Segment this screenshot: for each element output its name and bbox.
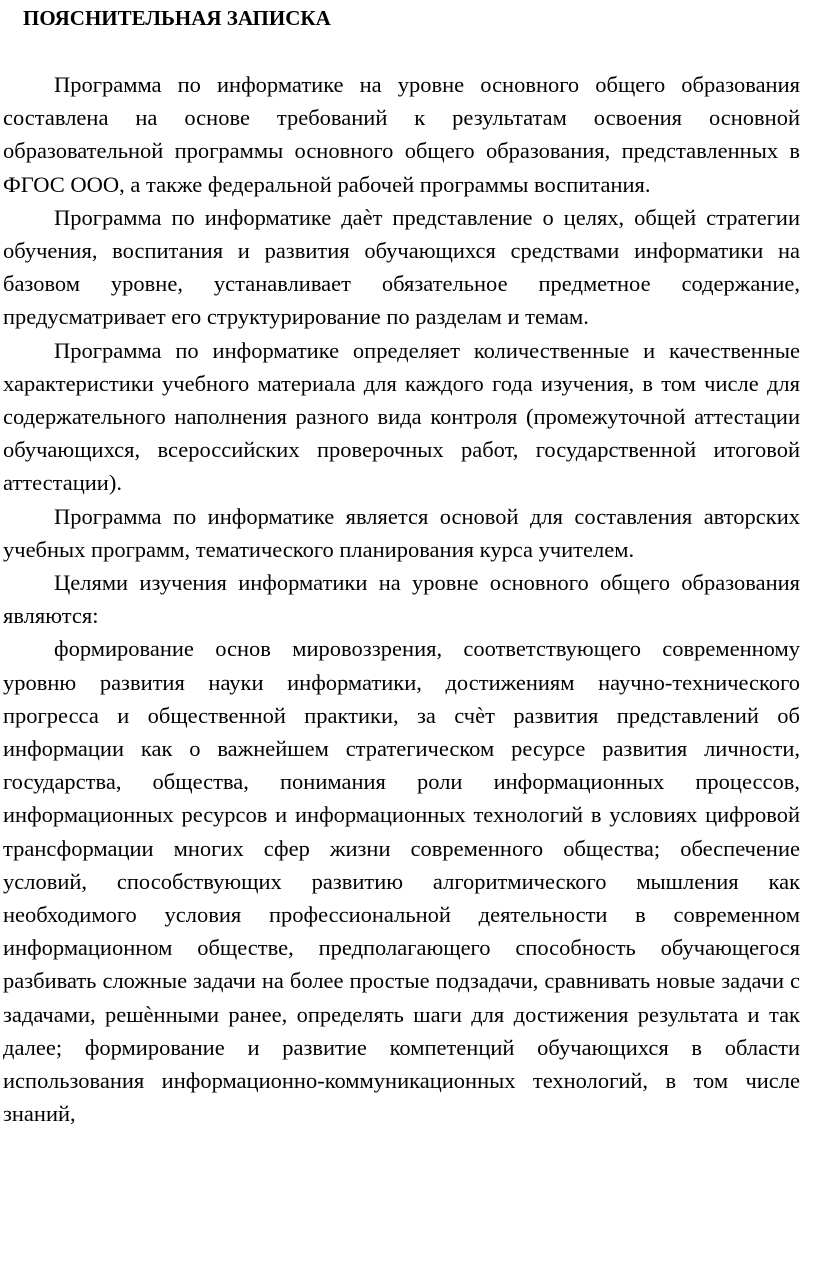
paragraph-program-basis: Программа по информатике на уровне основного общего образования составлена на основе требований к результатам освоения основной образовательной программы основного общего образования, представленных в ФГОС ООО, а также федеральной рабочей программы воспитания. [3, 72, 800, 197]
paragraph-study-aims-intro: Целями изучения информатики на уровне основного общего образования являются: [3, 570, 800, 629]
title-spacer [3, 35, 800, 68]
paragraph-study-aims-list: формирование основ мировоззрения, соответствующего современному уровню развития науки информатики, достижениям научно-технического прогресса и общественной практики, за счѐт развития представлений об информации как о важнейшем стратегическом ресурсе развития личности, государства, общества, понимания роли информационных процессов, информационных ресурсов и информационных технологий в условиях цифровой трансформации многих сфер жизни современного общества; обеспечение условий, способствующих развитию алгоритмического мышления как необходимого условия профессиональной деятельности в современном информационном обществе, предполагающего способность обучающегося разбивать сложные задачи на более простые подзадачи, сравнивать новые задачи с задачами, решѐнными ранее, определять шаги для достижения результата и так далее; формирование и развитие компетенций обучающихся в области использования информационно-коммуникационных технологий, в том числе знаний, [3, 636, 800, 1127]
paragraph-program-characteristics: Программа по информатике определяет количественные и качественные характеристики учебного материала для каждого года изучения, в том числе для содержательного наполнения разного вида контроля (промежуточной аттестации обучающихся, всероссийских проверочных работ, государственной итоговой аттестации). [3, 337, 800, 496]
paragraph-program-goals: Программа по информатике даѐт представление о целях, общей стратегии обучения, воспитания и развития обучающихся средствами информатики на базовом уровне, устанавливает обязательное предметное содержание, предусматривает его структурирование по разделам и темам. [3, 204, 800, 330]
document-title: ПОЯСНИТЕЛЬНАЯ ЗАПИСКА [23, 6, 331, 30]
paragraph-program-foundation: Программа по информатике является основой для составления авторских учебных программ, тематического планирования курса учителем. [3, 503, 800, 562]
